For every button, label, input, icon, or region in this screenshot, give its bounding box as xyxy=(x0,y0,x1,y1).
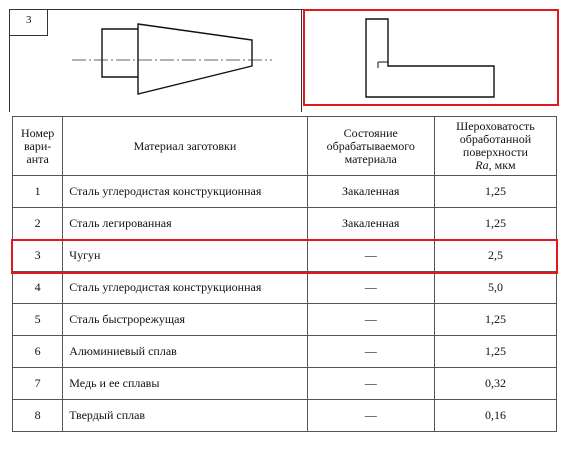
cell-state: — xyxy=(307,368,434,400)
table-row xyxy=(13,208,557,240)
cell-material: Сталь легированная xyxy=(63,208,307,240)
cell-roughness: 5,0 xyxy=(434,272,556,304)
cell-material: Сталь углеродистая конструкционная xyxy=(63,272,307,304)
header-material: Материал заготовки xyxy=(63,117,307,176)
row-3-highlight-frame xyxy=(11,239,558,274)
cell-material: Медь и ее сплавы xyxy=(63,368,307,400)
cell-roughness: 0,32 xyxy=(434,368,556,400)
cell-state: — xyxy=(307,272,434,304)
cell-variant-number: 1 xyxy=(13,176,63,208)
table-header-row xyxy=(13,117,557,176)
part-drawing-panel xyxy=(9,9,301,112)
profile-highlight-frame xyxy=(303,9,559,106)
table-row xyxy=(13,304,557,336)
materials-table xyxy=(12,116,557,432)
cell-material: Сталь углеродистая конструкционная xyxy=(63,176,307,208)
cell-roughness: 2,5 xyxy=(434,240,556,272)
cell-variant-number: 6 xyxy=(13,336,63,368)
cell-roughness: 0,16 xyxy=(434,400,556,432)
cell-variant-number: 4 xyxy=(13,272,63,304)
cell-material: Сталь быстрорежущая xyxy=(63,304,307,336)
header-variant-number: Номер вари- анта xyxy=(13,117,63,176)
cell-state: Закаленная xyxy=(307,176,434,208)
table-row xyxy=(13,400,557,432)
cell-material: Алюминиевый сплав xyxy=(63,336,307,368)
cell-variant-number: 3 xyxy=(13,240,63,272)
table-row xyxy=(13,336,557,368)
cell-variant-number: 5 xyxy=(13,304,63,336)
header-state: Состояние обрабатываемого материала xyxy=(307,117,434,176)
cell-state: Закаленная xyxy=(307,208,434,240)
cell-variant-number: 8 xyxy=(13,400,63,432)
variant-number-box: 3 xyxy=(10,10,48,36)
header-roughness: Шероховатость обработанной поверхности Ra, мкм xyxy=(434,117,556,176)
cell-state: — xyxy=(307,304,434,336)
table-row xyxy=(13,176,557,208)
cell-variant-number: 2 xyxy=(13,208,63,240)
cell-material: Твердый сплав xyxy=(63,400,307,432)
cell-material: Чугун xyxy=(63,240,307,272)
cell-variant-number: 7 xyxy=(13,368,63,400)
cell-state: — xyxy=(307,336,434,368)
table-row xyxy=(13,368,557,400)
cell-roughness: 1,25 xyxy=(434,208,556,240)
cell-state: — xyxy=(307,400,434,432)
cell-roughness: 1,25 xyxy=(434,176,556,208)
table-row xyxy=(13,272,557,304)
tapered-shaft-drawing xyxy=(10,10,302,113)
cell-state: — xyxy=(307,240,434,272)
cell-roughness: 1,25 xyxy=(434,304,556,336)
cell-roughness: 1,25 xyxy=(434,336,556,368)
